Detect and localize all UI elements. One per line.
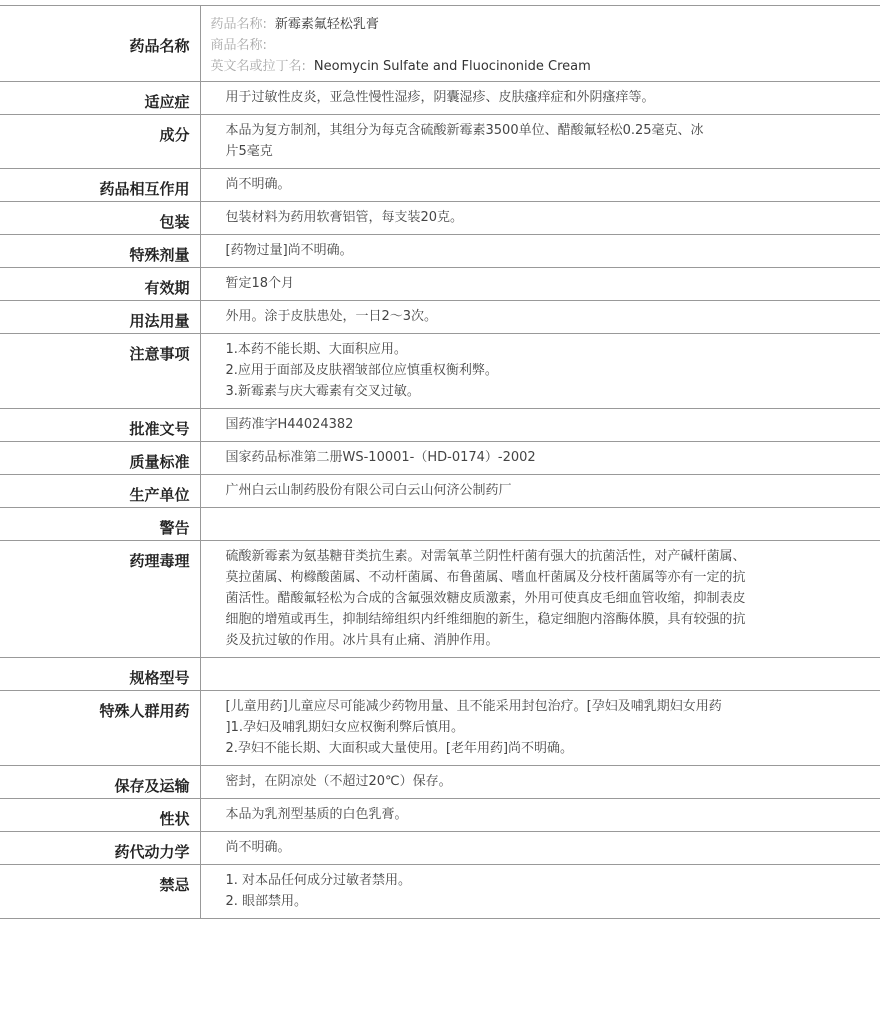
row-text-line: 外用。涂于皮肤患处，一日2～3次。 [225,309,438,324]
row-label-appearance: 性状 [0,799,200,832]
row-expiry [0,268,880,301]
drug-name-line [211,14,871,35]
row-label-pharmacokinetics: 药代动力学 [0,832,200,865]
row-label-manufacturer: 生产单位 [0,475,200,508]
row-text-line: 2.应用于面部及皮肤褶皱部位应慎重权衡利弊。 [225,363,498,378]
row-text-line: 尚不明确。 [225,177,291,192]
row-names [0,6,880,82]
row-standard [0,442,880,475]
row-text-line: 硫酸新霉素为氨基糖苷类抗生素。对需氧革兰阴性杆菌有强大的抗菌活性，对产碱杆菌属、 [225,549,746,564]
row-text-line: 本品为复方制剂，其组分为每克含硫酸新霉素3500单位、醋酸氟轻松0.25毫克、冰 [225,123,704,138]
row-label-dosage-special: 特殊剂量 [0,235,200,268]
row-text-line: 广州白云山制药股份有限公司白云山何济公制药厂 [225,483,512,498]
row-text-line: 细胞的增殖或再生，抑制结缔组织内纤维细胞的新生，稳定细胞内溶酶体膜，具有较强的抗 [225,612,746,627]
row-text-line: 2.孕妇不能长期、大面积或大量使用。[老年用药]尚不明确。 [225,741,574,756]
row-text-line: 国家药品标准第二册WS-10001-（HD-0174）-2002 [225,450,536,465]
row-ingredients [0,115,880,169]
row-value-pharmacology [200,541,880,658]
row-precautions [0,334,880,409]
row-contraindications [0,865,880,919]
row-text-line: 2. 眼部禁用。 [225,894,308,909]
row-label-special-groups: 特殊人群用药 [0,691,200,766]
row-value-contraindications [200,865,880,919]
row-text-line: 3.新霉素与庆大霉素有交叉过敏。 [225,384,420,399]
row-value-appearance [200,799,880,832]
row-storage [0,766,880,799]
row-specification [0,658,880,691]
row-value-names [200,6,880,82]
row-label-ingredients: 成分 [0,115,200,169]
row-text-line: 密封，在阴凉处（不超过20℃）保存。 [225,774,452,789]
row-text-line: 莫拉菌属、枸橼酸菌属、不动杆菌属、布鲁菌属、嗜血杆菌属及分枝杆菌属等亦有一定的抗 [225,570,746,585]
row-value-indications [200,82,880,115]
row-text-line: ]1.孕妇及哺乳期妇女应权衡利弊后慎用。 [225,720,464,735]
row-text-line: 用于过敏性皮炎，亚急性慢性湿疹，阴囊湿疹、皮肤瘙痒症和外阴瘙痒等。 [225,90,655,105]
row-dosage-special [0,235,880,268]
row-text-line: 包装材料为药用软膏铝管，每支装20克。 [225,210,464,225]
drug-name-value: 新霉素氟轻松乳膏 [274,17,379,32]
drug-info-table [0,5,880,919]
row-usage [0,301,880,334]
row-text-line: 1. 对本品任何成分过敏者禁用。 [225,873,412,888]
row-text-line: 国药准字H44024382 [225,417,354,432]
row-approval [0,409,880,442]
row-label-specification: 规格型号 [0,658,200,691]
row-value-approval [200,409,880,442]
row-label-indications: 适应症 [0,82,200,115]
row-label-approval: 批准文号 [0,409,200,442]
row-value-dosage-special [200,235,880,268]
row-text-line: 菌活性。醋酸氟轻松为合成的含氟强效糖皮质激素，外用可使真皮毛细血管收缩，抑制表皮 [225,591,746,606]
row-value-manufacturer [200,475,880,508]
row-text-line: 尚不明确。 [225,840,291,855]
row-value-pharmacokinetics [200,832,880,865]
row-value-interactions [200,169,880,202]
row-pharmacology [0,541,880,658]
row-value-ingredients [200,115,880,169]
row-label-package: 包装 [0,202,200,235]
row-interactions [0,169,880,202]
row-value-warning [200,508,880,541]
row-warning [0,508,880,541]
row-indications [0,82,880,115]
row-value-usage [200,301,880,334]
row-text-line: 片5毫克 [225,144,273,159]
english-name-label: 英文名或拉丁名: [210,59,306,74]
row-label-pharmacology: 药理毒理 [0,541,200,658]
row-label-storage: 保存及运输 [0,766,200,799]
row-label-warning: 警告 [0,508,200,541]
row-text-line: 1.本药不能长期、大面积应用。 [225,342,407,357]
row-label-usage: 用法用量 [0,301,200,334]
row-value-special-groups [200,691,880,766]
row-label-contraindications: 禁忌 [0,865,200,919]
row-text-line: 暂定18个月 [225,276,295,291]
row-value-storage [200,766,880,799]
row-label-interactions: 药品相互作用 [0,169,200,202]
row-text-line: [药物过量]尚不明确。 [225,243,353,258]
row-special-groups [0,691,880,766]
row-package [0,202,880,235]
drug-name-label: 药品名称: [210,17,267,32]
row-appearance [0,799,880,832]
row-value-expiry [200,268,880,301]
row-label-expiry: 有效期 [0,268,200,301]
english-name-line [211,56,871,77]
row-label-precautions: 注意事项 [0,334,200,409]
row-label-standard: 质量标准 [0,442,200,475]
row-text-line: [儿童用药]儿童应尽可能减少药物用量、且不能采用封包治疗。[孕妇及哺乳期妇女用药 [225,699,722,714]
row-text-line: 本品为乳剂型基质的白色乳膏。 [225,807,408,822]
drug-info-body [0,6,880,919]
row-value-package [200,202,880,235]
row-pharmacokinetics [0,832,880,865]
row-value-specification [200,658,880,691]
row-value-standard [200,442,880,475]
row-manufacturer [0,475,880,508]
row-label-names: 药品名称 [0,6,200,82]
trade-name-line [211,35,871,56]
english-name-value: Neomycin Sulfate and Fluocinonide Cream [313,59,591,74]
row-text-line: 炎及抗过敏的作用。冰片具有止痛、消肿作用。 [225,633,499,648]
row-value-precautions [200,334,880,409]
trade-name-label: 商品名称: [210,38,267,53]
